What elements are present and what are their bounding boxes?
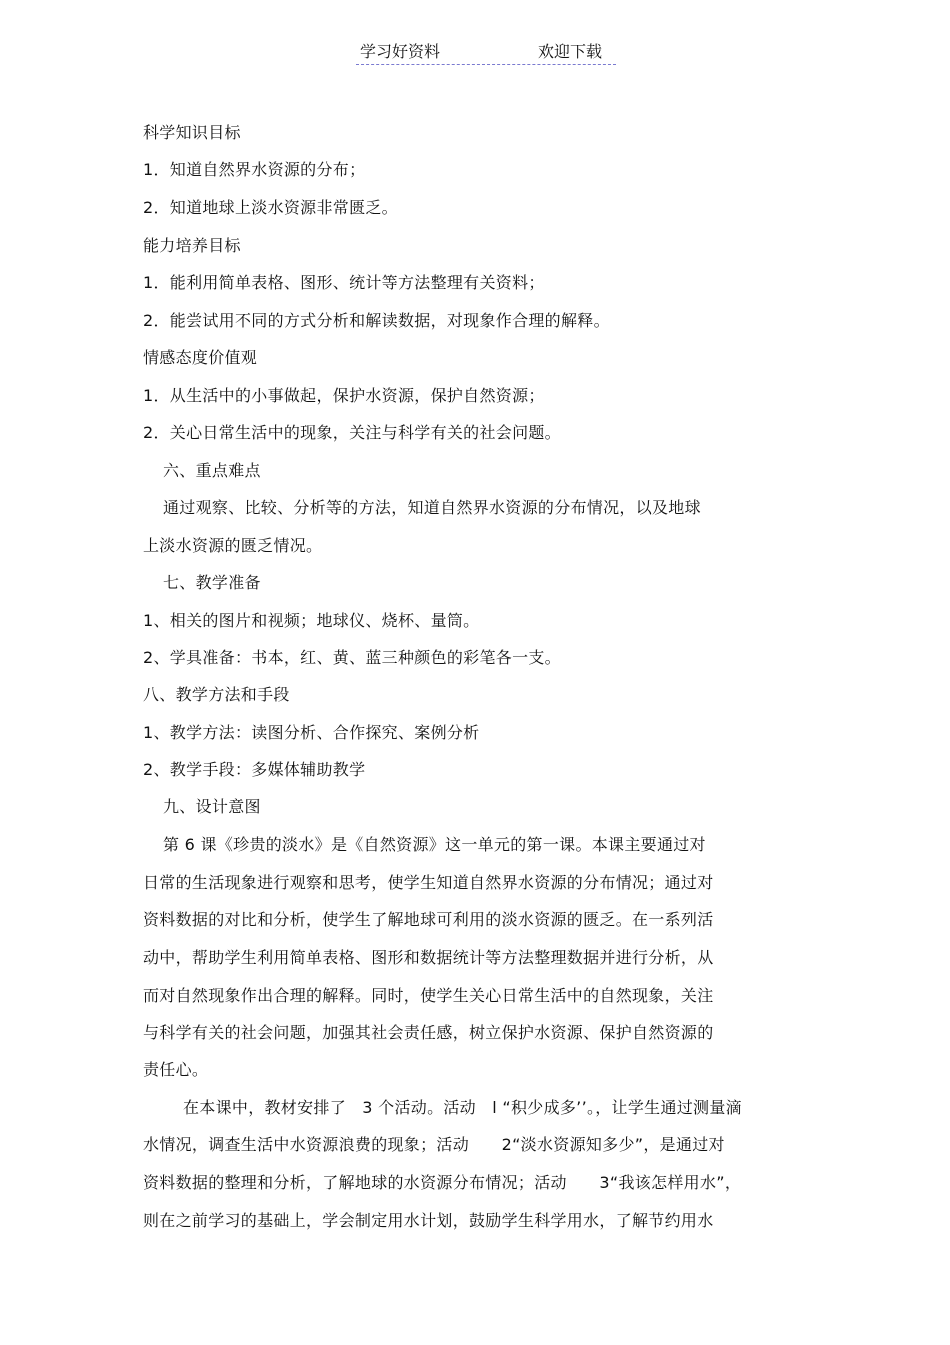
text-line: 2．能尝试用不同的方式分析和解读数据，对现象作合理的解释。	[143, 311, 610, 330]
text-line: 2、教学手段：多媒体辅助教学	[143, 760, 366, 779]
text-line: 上淡水资源的匮乏情况。	[143, 536, 323, 555]
text-line: 责任心。	[143, 1060, 209, 1079]
header-right-text: 欢迎下载	[538, 42, 603, 61]
heading-design-intent: 九、设计意图	[163, 797, 261, 816]
text-line: 在本课中，教材安排了 3 个活动。活动 l “积少成多’’。，让学生通过测量滴	[183, 1098, 742, 1117]
text-line: 与科学有关的社会问题，加强其社会责任感，树立保护水资源、保护自然资源的	[143, 1023, 714, 1042]
text-line: 2、学具准备：书本，红、黄、蓝三种颜色的彩笔各一支。	[143, 648, 561, 667]
text-line: 动中，帮助学生利用简单表格、图形和数据统计等方法整理数据并进行分析，从	[143, 948, 714, 967]
heading-preparation: 七、教学准备	[163, 573, 261, 592]
text-line: 2．关心日常生活中的现象，关注与科学有关的社会问题。	[143, 423, 561, 442]
text-line: 资料数据的对比和分析，使学生了解地球可利用的淡水资源的匮乏。在一系列活	[143, 910, 714, 929]
text-line: 1．能利用简单表格、图形、统计等方法整理有关资料；	[143, 273, 545, 292]
page-header	[356, 40, 616, 65]
text-line: 通过观察、比较、分析等的方法，知道自然界水资源的分布情况，以及地球	[163, 498, 701, 517]
text-line: 资料数据的整理和分析，了解地球的水资源分布情况；活动 3“我该怎样用水”，	[143, 1173, 742, 1192]
text-line: 日常的生活现象进行观察和思考，使学生知道自然界水资源的分布情况；通过对	[143, 873, 714, 892]
heading-key-points: 六、重点难点	[163, 461, 261, 480]
heading-methods: 八、教学方法和手段	[143, 685, 290, 704]
header-left-text: 学习好资料	[360, 42, 441, 61]
text-line: 则在之前学习的基础上，学会制定用水计划，鼓励学生科学用水，了解节约用水	[143, 1211, 714, 1230]
text-line: 1、相关的图片和视频；地球仪、烧杯、量筒。	[143, 611, 480, 630]
text-line: 第 6 课《珍贵的淡水》是《自然资源》这一单元的第一课。本课主要通过对	[163, 835, 706, 854]
heading-values: 情感态度价值观	[143, 348, 258, 367]
text-line: 1．知道自然界水资源的分布；	[143, 160, 366, 179]
text-line: 而对自然现象作出合理的解释。同时，使学生关心日常生活中的自然现象，关注	[143, 986, 714, 1005]
text-line: 水情况，调查生活中水资源浪费的现象；活动 2“淡水资源知多少”，是通过对	[143, 1135, 725, 1154]
text-line: 1．从生活中的小事做起，保护水资源，保护自然资源；	[143, 386, 545, 405]
heading-knowledge-goals: 科学知识目标	[143, 123, 241, 142]
text-line: 2．知道地球上淡水资源非常匮乏。	[143, 198, 398, 217]
heading-ability-goals: 能力培养目标	[143, 236, 241, 255]
text-line: 1、教学方法：读图分析、合作探究、案例分析	[143, 723, 480, 742]
